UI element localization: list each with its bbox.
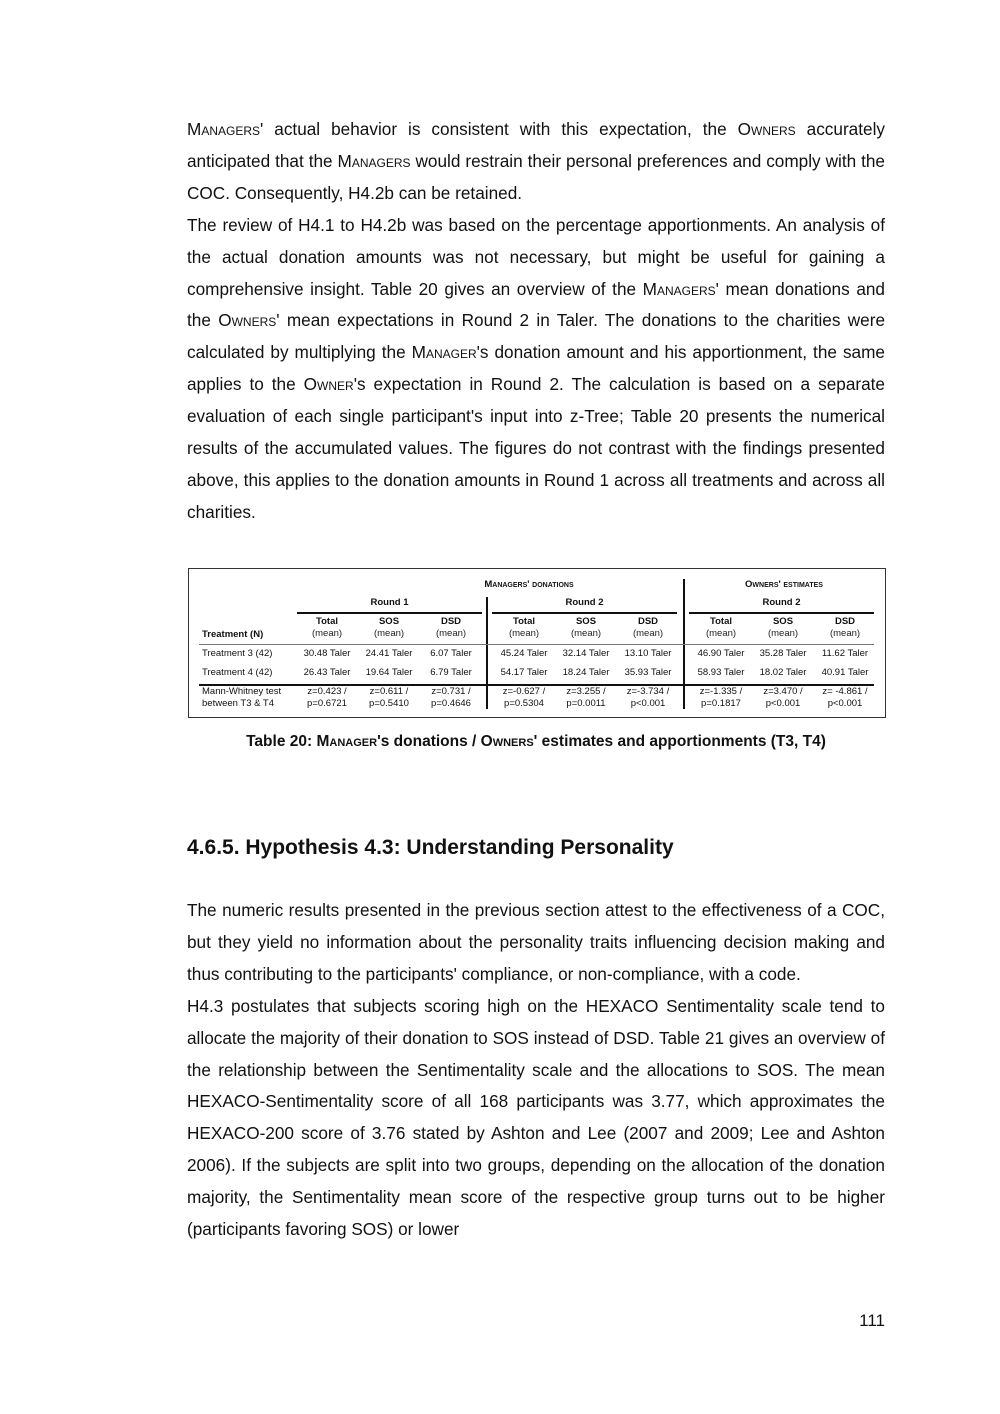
- table-cell: 18.24 Taler: [562, 667, 610, 678]
- column-header: [421, 616, 481, 640]
- test-p: p=0.5304: [504, 698, 544, 709]
- column-header: [359, 616, 419, 640]
- body-text-top: [187, 114, 885, 529]
- test-p: p=0.5410: [369, 698, 409, 709]
- column-sub: (mean): [570, 628, 602, 639]
- table-cell: 26.43 Taler: [303, 667, 351, 678]
- column-sub: (mean): [311, 628, 343, 639]
- column-header: [618, 616, 678, 640]
- column-header: [691, 616, 751, 640]
- column-sub: (mean): [705, 628, 737, 639]
- group-managers-title: Managers' donations: [484, 579, 574, 590]
- table-cell: 35.93 Taler: [624, 667, 672, 678]
- column-sub: (mean): [767, 628, 799, 639]
- table-cell: 35.28 Taler: [759, 648, 807, 659]
- paragraph-1: Managers' actual behavior is consistent with this expectation, the Owners accurately anticipated that the Managers would restrain their personal preferences and comply with the COC. Consequently, H4.2b can be retained.: [187, 119, 885, 203]
- test-p: p<0.001: [765, 698, 801, 709]
- round2-rule: [492, 612, 677, 614]
- column-sub: (mean): [508, 628, 540, 639]
- test-z: z=0.611 /: [369, 686, 409, 697]
- table-cell: 24.41 Taler: [365, 648, 413, 659]
- table-cell: 32.14 Taler: [562, 648, 610, 659]
- test-p: p=0.4646: [431, 698, 471, 709]
- header-rule: [199, 644, 874, 645]
- paragraph-4: H4.3 postulates that subjects scoring high on the HEXACO Sentimentality scale tend to allocate the majority of their donation to SOS instead of DSD. Table 21 gives an overview of the relationship between the Sentimentality scale and the allocations to SOS. The mean HEXACO-Sentimentality score of all 168 participants was 3.77, which approximates the HEXACO-200 score of 3.76 stated by Ashton and Lee (2007 and 2009; Lee and Ashton 2006). If the subjects are split into two groups, depending on the allocation of the donation majority, the Sentimentality mean score of the respective group turns out to be higher (participants favoring SOS) or lower: [187, 995, 885, 1240]
- column-header: [297, 616, 357, 640]
- column-header: [753, 616, 813, 640]
- test-label-1: Mann-Whitney test: [202, 686, 282, 697]
- test-p: p=0.1817: [701, 698, 741, 709]
- column-header: [815, 616, 875, 640]
- column-sub: (mean): [435, 628, 467, 639]
- column-sub: (mean): [829, 628, 861, 639]
- table-caption: Table 20: Manager's donations / Owners' estimates and apportionments (T3, T4): [246, 733, 826, 750]
- column-name: DSD: [440, 616, 462, 627]
- owners-round2-rule: [689, 612, 874, 614]
- section-heading: 4.6.5. Hypothesis 4.3: Understanding Personality: [187, 836, 674, 859]
- test-z: z=0.423 /: [307, 686, 347, 697]
- table-cell: 13.10 Taler: [624, 648, 672, 659]
- row-label-t3: Treatment 3 (42): [202, 648, 273, 659]
- table-cell: 6.79 Taler: [430, 667, 472, 678]
- round2-managers-title: Round 2: [565, 597, 604, 608]
- table-cell: 54.17 Taler: [500, 667, 548, 678]
- column-name: Total: [710, 616, 732, 627]
- table-cell: 45.24 Taler: [500, 648, 548, 659]
- group-owners-title: Owners' estimates: [745, 579, 823, 590]
- paragraph-3: The numeric results presented in the previous section attest to the effectiveness of a COC, but they yield no information about the personality traits influencing decision making and thus contributing to the participants' compliance, or non-compliance, with a code.: [187, 900, 885, 984]
- column-name: DSD: [637, 616, 659, 627]
- table-cell: 58.93 Taler: [697, 667, 745, 678]
- test-p: p=0.6721: [307, 698, 347, 709]
- table-cell: 46.90 Taler: [697, 648, 745, 659]
- column-name: Total: [513, 616, 535, 627]
- table-cell: 18.02 Taler: [759, 667, 807, 678]
- column-header: [494, 616, 554, 640]
- table-cell: 40.91 Taler: [821, 667, 869, 678]
- test-z: z=3.470 /: [763, 686, 803, 697]
- test-z: z=-1.335 /: [699, 686, 743, 697]
- row-header: Treatment (N): [202, 629, 264, 640]
- round1-rule: [297, 612, 482, 614]
- page-number: 111: [859, 1311, 885, 1330]
- column-name: SOS: [575, 616, 597, 627]
- column-name: SOS: [772, 616, 794, 627]
- table-cell: 11.62 Taler: [821, 648, 869, 659]
- test-z: z=-3.734 /: [626, 686, 670, 697]
- column-name: SOS: [378, 616, 400, 627]
- round2-owners-title: Round 2: [762, 597, 801, 608]
- table-cell: 19.64 Taler: [365, 667, 413, 678]
- test-label-2: between T3 & T4: [202, 698, 275, 709]
- body-text-bottom: [187, 895, 885, 1246]
- round1-title: Round 1: [370, 597, 409, 608]
- paragraph-2: The review of H4.1 to H4.2b was based on the percentage apportionments. An analysis of the actual donation amounts was not necessary, but might be useful for gaining a comprehensive insight. Table 20 gives an overview of the Managers' mean donations and the Owners' mean expectations in Round 2 in Taler. The donations to the charities were calculated by multiplying the Manager's donation amount and his apportionment, the same applies to the Owner's expectation in Round 2. The calculation is based on a separate evaluation of each single participant's input into z-Tree; Table 20 presents the numerical results of the accumulated values. The figures do not contrast with the findings presented above, this applies to the donation amounts in Round 1 across all treatments and across all charities.: [187, 214, 885, 522]
- test-z: z=-0.627 /: [502, 686, 546, 697]
- table-cell: 6.07 Taler: [430, 648, 472, 659]
- test-z: z=0.731 /: [431, 686, 471, 697]
- column-sub: (mean): [632, 628, 664, 639]
- test-p: p<0.001: [827, 698, 863, 709]
- table-cell: 30.48 Taler: [303, 648, 351, 659]
- column-name: DSD: [834, 616, 856, 627]
- test-z: z=3.255 /: [566, 686, 606, 697]
- column-header: [556, 616, 616, 640]
- results-table: [188, 568, 886, 718]
- column-sub: (mean): [373, 628, 405, 639]
- divider-1: [486, 597, 488, 709]
- test-p: p<0.001: [630, 698, 666, 709]
- row-label-t4: Treatment 4 (42): [202, 667, 273, 678]
- test-p: p=0.0011: [566, 698, 606, 709]
- test-z: z= -4.861 /: [822, 686, 868, 697]
- column-name: Total: [316, 616, 338, 627]
